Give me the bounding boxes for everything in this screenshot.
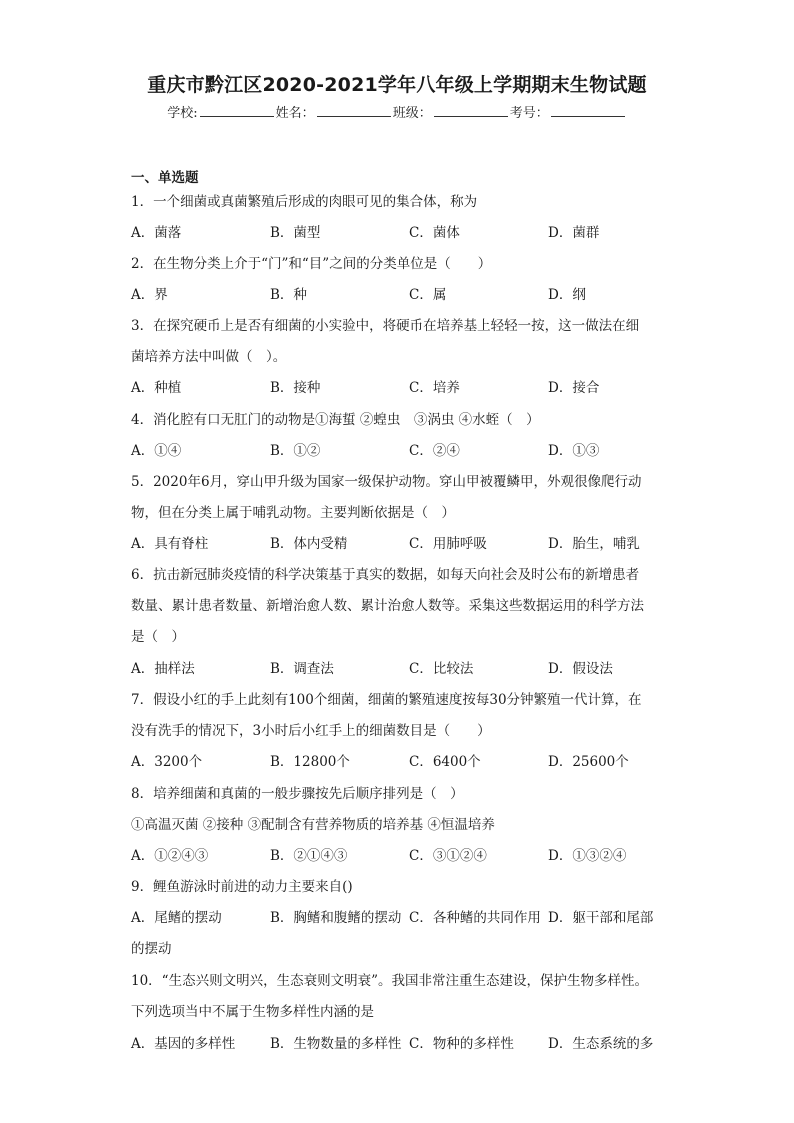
exam-number-blank — [551, 104, 625, 117]
option-d: D．躯干部和尾部 — [548, 910, 654, 926]
class-blank — [434, 104, 508, 117]
school-blank — [200, 104, 274, 117]
question-3-options — [131, 378, 671, 398]
question-9-text: 9．鲤鱼游泳时前进的动力主要来自() — [131, 879, 353, 895]
exam-title: 重庆市黔江区2020-2021学年八年级上学期期末生物试题 — [147, 74, 647, 96]
question-6-text-cont: 数量、累计患者数量、新增治愈人数、累计治愈人数等。采集这些数据运用的科学方法 — [131, 598, 644, 614]
option-c: C．物种的多样性 — [409, 1036, 514, 1052]
option-c: C．③①②④ — [409, 848, 487, 864]
question-6-text-cont2: 是（ ） — [131, 629, 185, 645]
option-b: B．12800个 — [270, 754, 350, 770]
option-b: B．生物数量的多样性 — [270, 1036, 402, 1052]
option-b: B．接种 — [270, 380, 321, 396]
option-c: C．各种鳍的共同作用 — [409, 910, 541, 926]
question-6-options — [131, 659, 671, 679]
option-a: A．种植 — [131, 380, 182, 396]
question-7-text: 7．假设小红的手上此刻有100个细菌，细菌的繁殖速度按每30分钟繁殖一代计算，在 — [131, 692, 642, 708]
option-c: C．6400个 — [409, 754, 481, 770]
option-d: D．菌群 — [548, 225, 600, 241]
option-b: B．调查法 — [270, 661, 334, 677]
question-2-text: 2．在生物分类上介于“门”和“目”之间的分类单位是（ ） — [131, 256, 492, 272]
question-4-text: 4．消化腔有口无肛门的动物是①海蜇 ②蝗虫 ③涡虫 ④水蛭（ ） — [131, 412, 540, 428]
option-c: C．培养 — [409, 380, 460, 396]
option-d: D．接合 — [548, 380, 600, 396]
option-d: D．①③ — [548, 443, 600, 459]
option-b: B．①② — [270, 443, 321, 459]
option-d: D．纲 — [548, 287, 586, 303]
option-a: A．菌落 — [131, 225, 182, 241]
question-5-text-cont: 物，但在分类上属于哺乳动物。主要判断依据是（ ） — [131, 505, 455, 521]
question-6-text: 6．抗击新冠肺炎疫情的科学决策基于真实的数据，如每天向社会及时公布的新增患者 — [131, 567, 640, 583]
option-c: C．②④ — [409, 443, 460, 459]
option-a: A．具有脊柱 — [131, 536, 209, 552]
question-10-options — [131, 1034, 671, 1054]
option-b: B．体内受精 — [270, 536, 348, 552]
option-c: C．菌体 — [409, 225, 460, 241]
option-a: A．基因的多样性 — [131, 1036, 236, 1052]
option-a: A．①④ — [131, 443, 182, 459]
question-7-options — [131, 752, 671, 772]
option-d: D．假设法 — [548, 661, 613, 677]
option-b: B．胸鳍和腹鳍的摆动 — [270, 910, 402, 926]
section-heading: 一、单选题 — [131, 170, 199, 186]
option-a: A．界 — [131, 287, 168, 303]
option-c: C．用肺呼吸 — [409, 536, 487, 552]
question-8-text: 8．培养细菌和真菌的一般步骤按先后顺序排列是（ ） — [131, 786, 464, 802]
class-label: 班级： — [392, 106, 432, 121]
option-c: C．比较法 — [409, 661, 474, 677]
option-b: B．菌型 — [270, 225, 321, 241]
student-info-line — [0, 102, 794, 121]
exam-number-label: 考号： — [509, 106, 549, 121]
option-c: C．属 — [409, 287, 447, 303]
question-8-steps: ①高温灭菌 ②接种 ③配制含有营养物质的培养基 ④恒温培养 — [131, 817, 495, 833]
question-10-text-cont: 下列选项当中不属于生物多样性内涵的是 — [131, 1004, 374, 1020]
question-1-text: 1．一个细菌或真菌繁殖后形成的肉眼可见的集合体，称为 — [131, 194, 478, 210]
question-7-text-cont: 没有洗手的情况下，3小时后小红手上的细菌数目是（ ） — [131, 723, 491, 739]
question-8-options — [131, 846, 671, 866]
option-a: A．抽样法 — [131, 661, 195, 677]
question-9-option-d-cont: 的摆动 — [131, 941, 172, 957]
option-b: B．种 — [270, 287, 307, 303]
option-b: B．②①④③ — [270, 848, 348, 864]
name-blank — [317, 104, 391, 117]
option-a: A．①②④③ — [131, 848, 209, 864]
name-label: 姓名： — [275, 106, 315, 121]
option-d: D．25600个 — [548, 754, 629, 770]
question-5-text: 5．2020年6月，穿山甲升级为国家一级保护动物。穿山甲被覆鳞甲，外观很像爬行动 — [131, 474, 642, 490]
school-label: 学校: — [167, 106, 198, 121]
question-3-text-cont: 菌培养方法中叫做（ ）。 — [131, 349, 287, 365]
option-d: D．生态系统的多 — [548, 1036, 654, 1052]
question-5-options — [131, 534, 671, 554]
question-2-options — [131, 285, 671, 305]
option-a: A．3200个 — [131, 754, 203, 770]
option-d: D．胎生，哺乳 — [548, 536, 640, 552]
question-9-options — [131, 908, 671, 928]
question-4-options — [131, 441, 671, 461]
question-1-options — [131, 223, 671, 243]
question-3-text: 3．在探究硬币上是否有细菌的小实验中，将硬币在培养基上轻轻一按，这一做法在细 — [131, 318, 640, 334]
question-10-text: 10．“生态兴则文明兴，生态衰则文明衰”。我国非常注重生态建设，保护生物多样性。 — [131, 973, 648, 989]
option-a: A．尾鳍的摆动 — [131, 910, 222, 926]
option-d: D．①③②④ — [548, 848, 627, 864]
